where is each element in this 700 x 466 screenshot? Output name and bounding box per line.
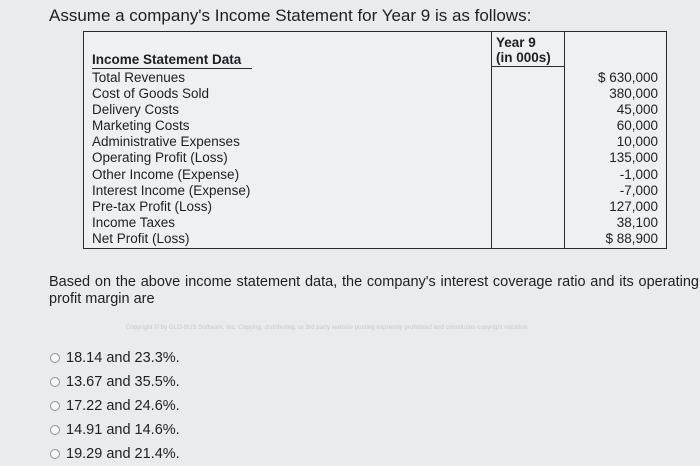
answer-option-label: 13.67 and 35.5%. [66, 374, 180, 390]
radio-button[interactable] [50, 377, 60, 387]
row-value: 60,000 [616, 118, 658, 134]
column-divider [564, 32, 565, 248]
row-label: Income Taxes [92, 214, 176, 230]
row-value: 10,000 [616, 134, 658, 150]
row-label: Pre-tax Profit (Loss) [92, 198, 213, 214]
column-header-year-9 [496, 35, 551, 65]
radio-button[interactable] [50, 353, 60, 363]
row-value: 380,000 [609, 86, 658, 102]
row-value: $ 88,900 [605, 230, 658, 246]
answer-option-1[interactable] [50, 346, 180, 370]
radio-button[interactable] [50, 425, 60, 435]
question-intro: Assume a company's Income Statement for Year 9 is as follows: [49, 6, 532, 25]
row-label: Cost of Goods Sold [92, 86, 210, 102]
row-value: 45,000 [616, 102, 658, 118]
answer-option-4[interactable] [50, 418, 180, 442]
row-label: Interest Income (Expense) [92, 182, 251, 198]
row-label: Marketing Costs [92, 118, 190, 134]
answer-option-label: 19.29 and 21.4%. [66, 446, 180, 462]
row-value: 127,000 [609, 198, 658, 214]
row-label: Net Profit (Loss) [92, 230, 190, 246]
row-label: Administrative Expenses [92, 134, 240, 150]
radio-button[interactable] [50, 449, 60, 459]
column-divider [491, 32, 492, 248]
answer-option-3[interactable] [50, 394, 180, 418]
row-value: 135,000 [609, 150, 658, 166]
copyright-watermark: Copyright © by GLO-BUS Software, Inc. Copying, distributing, or 3rd party website posting expressly prohibited and constitutes copyright violation. [126, 325, 529, 331]
radio-button[interactable] [50, 401, 60, 411]
question-prompt: Based on the above income statement data, the company's interest coverage ratio and its operating profit margin are [49, 274, 699, 307]
row-value: $ 630,000 [597, 70, 658, 85]
row-value: 38,100 [616, 214, 658, 230]
row-label: Total Revenues [92, 70, 186, 85]
row-value: -1,000 [619, 166, 658, 182]
answer-option-label: 14.91 and 14.6%. [66, 422, 180, 438]
answer-option-label: 17.22 and 24.6%. [66, 398, 180, 414]
row-values [598, 70, 658, 247]
header-rule [491, 66, 565, 67]
row-label: Other Income (Expense) [92, 166, 240, 182]
answer-option-label: 18.14 and 23.3%. [66, 350, 180, 366]
row-value: -7,000 [619, 182, 658, 198]
answer-option-5[interactable] [50, 442, 180, 466]
column-header-line-1: Year 9 [496, 35, 536, 50]
answer-option-2[interactable] [50, 370, 180, 394]
row-header: Income Statement Data [92, 52, 252, 69]
row-label: Operating Profit (Loss) [92, 150, 228, 166]
answer-options [50, 346, 180, 466]
column-header-line-2: (in 000s) [496, 50, 551, 65]
row-label: Delivery Costs [92, 102, 180, 118]
row-labels [92, 70, 250, 247]
income-statement-table [83, 31, 667, 249]
